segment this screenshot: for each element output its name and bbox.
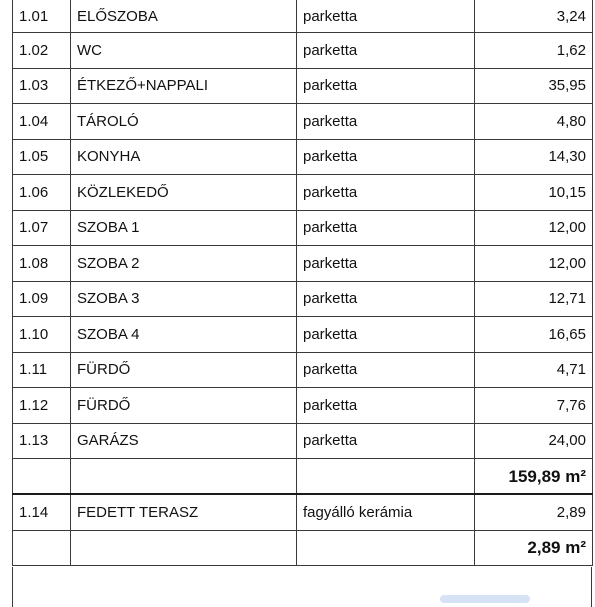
empty-cell [297, 530, 475, 565]
table-row [13, 104, 593, 140]
room-name: SZOBA 3 [71, 281, 297, 317]
room-name: FEDETT TERASZ [71, 494, 297, 530]
room-code: 1.07 [13, 210, 71, 246]
floor-covering: parketta [297, 388, 475, 424]
room-code: 1.11 [13, 352, 71, 388]
floor-covering: parketta [297, 68, 475, 104]
table-row [13, 317, 593, 353]
table-row [13, 175, 593, 211]
floor-covering: parketta [297, 0, 475, 33]
table-row [13, 423, 593, 459]
empty-cell [13, 530, 71, 565]
floor-covering: parketta [297, 423, 475, 459]
room-area: 4,80 [475, 104, 593, 140]
table-row [13, 0, 593, 33]
subtotal-row [13, 459, 593, 495]
table-row [13, 352, 593, 388]
empty-cell [13, 459, 71, 495]
room-code: 1.04 [13, 104, 71, 140]
room-code: 1.03 [13, 68, 71, 104]
room-area: 35,95 [475, 68, 593, 104]
room-area: 10,15 [475, 175, 593, 211]
room-code: 1.06 [13, 175, 71, 211]
room-area: 24,00 [475, 423, 593, 459]
room-area: 4,71 [475, 352, 593, 388]
room-code: 1.14 [13, 494, 71, 530]
room-area: 1,62 [475, 33, 593, 69]
room-area: 16,65 [475, 317, 593, 353]
room-name: FÜRDŐ [71, 352, 297, 388]
subtotal-area: 2,89 m² [475, 530, 593, 565]
room-code: 1.13 [13, 423, 71, 459]
room-area: 3,24 [475, 0, 593, 33]
room-name: ELŐSZOBA [71, 0, 297, 33]
empty-cell [71, 530, 297, 565]
floor-covering: parketta [297, 139, 475, 175]
room-area-table [12, 0, 593, 566]
empty-cell [297, 459, 475, 495]
floor-covering: parketta [297, 175, 475, 211]
room-name: KÖZLEKEDŐ [71, 175, 297, 211]
room-area: 7,76 [475, 388, 593, 424]
floor-covering: parketta [297, 281, 475, 317]
subtotal-area: 159,89 m² [475, 459, 593, 495]
room-table-body [13, 0, 593, 565]
empty-cell [71, 459, 297, 495]
table-row [13, 68, 593, 104]
room-code: 1.08 [13, 246, 71, 282]
room-code: 1.10 [13, 317, 71, 353]
floor-covering: parketta [297, 317, 475, 353]
table-row [13, 388, 593, 424]
room-name: WC [71, 33, 297, 69]
room-code: 1.02 [13, 33, 71, 69]
room-name: KONYHA [71, 139, 297, 175]
floor-covering: parketta [297, 210, 475, 246]
room-name: SZOBA 2 [71, 246, 297, 282]
table-row [13, 33, 593, 69]
table-row [13, 281, 593, 317]
room-name: SZOBA 4 [71, 317, 297, 353]
room-code: 1.09 [13, 281, 71, 317]
room-name: GARÁZS [71, 423, 297, 459]
room-area: 14,30 [475, 139, 593, 175]
page-edge-highlight [440, 595, 530, 603]
table-row [13, 246, 593, 282]
room-name: FÜRDŐ [71, 388, 297, 424]
floor-covering: parketta [297, 104, 475, 140]
table-row [13, 494, 593, 530]
room-area: 12,71 [475, 281, 593, 317]
room-area: 12,00 [475, 210, 593, 246]
room-area: 2,89 [475, 494, 593, 530]
room-name: SZOBA 1 [71, 210, 297, 246]
floor-covering: parketta [297, 352, 475, 388]
room-code: 1.05 [13, 139, 71, 175]
room-name: TÁROLÓ [71, 104, 297, 140]
room-area: 12,00 [475, 246, 593, 282]
floor-covering: parketta [297, 33, 475, 69]
floor-covering: fagyálló kerámia [297, 494, 475, 530]
subtotal-row [13, 530, 593, 565]
room-name: ÉTKEZŐ+NAPPALI [71, 68, 297, 104]
room-code: 1.01 [13, 0, 71, 33]
table-row [13, 210, 593, 246]
room-code: 1.12 [13, 388, 71, 424]
table-row [13, 139, 593, 175]
floor-covering: parketta [297, 246, 475, 282]
